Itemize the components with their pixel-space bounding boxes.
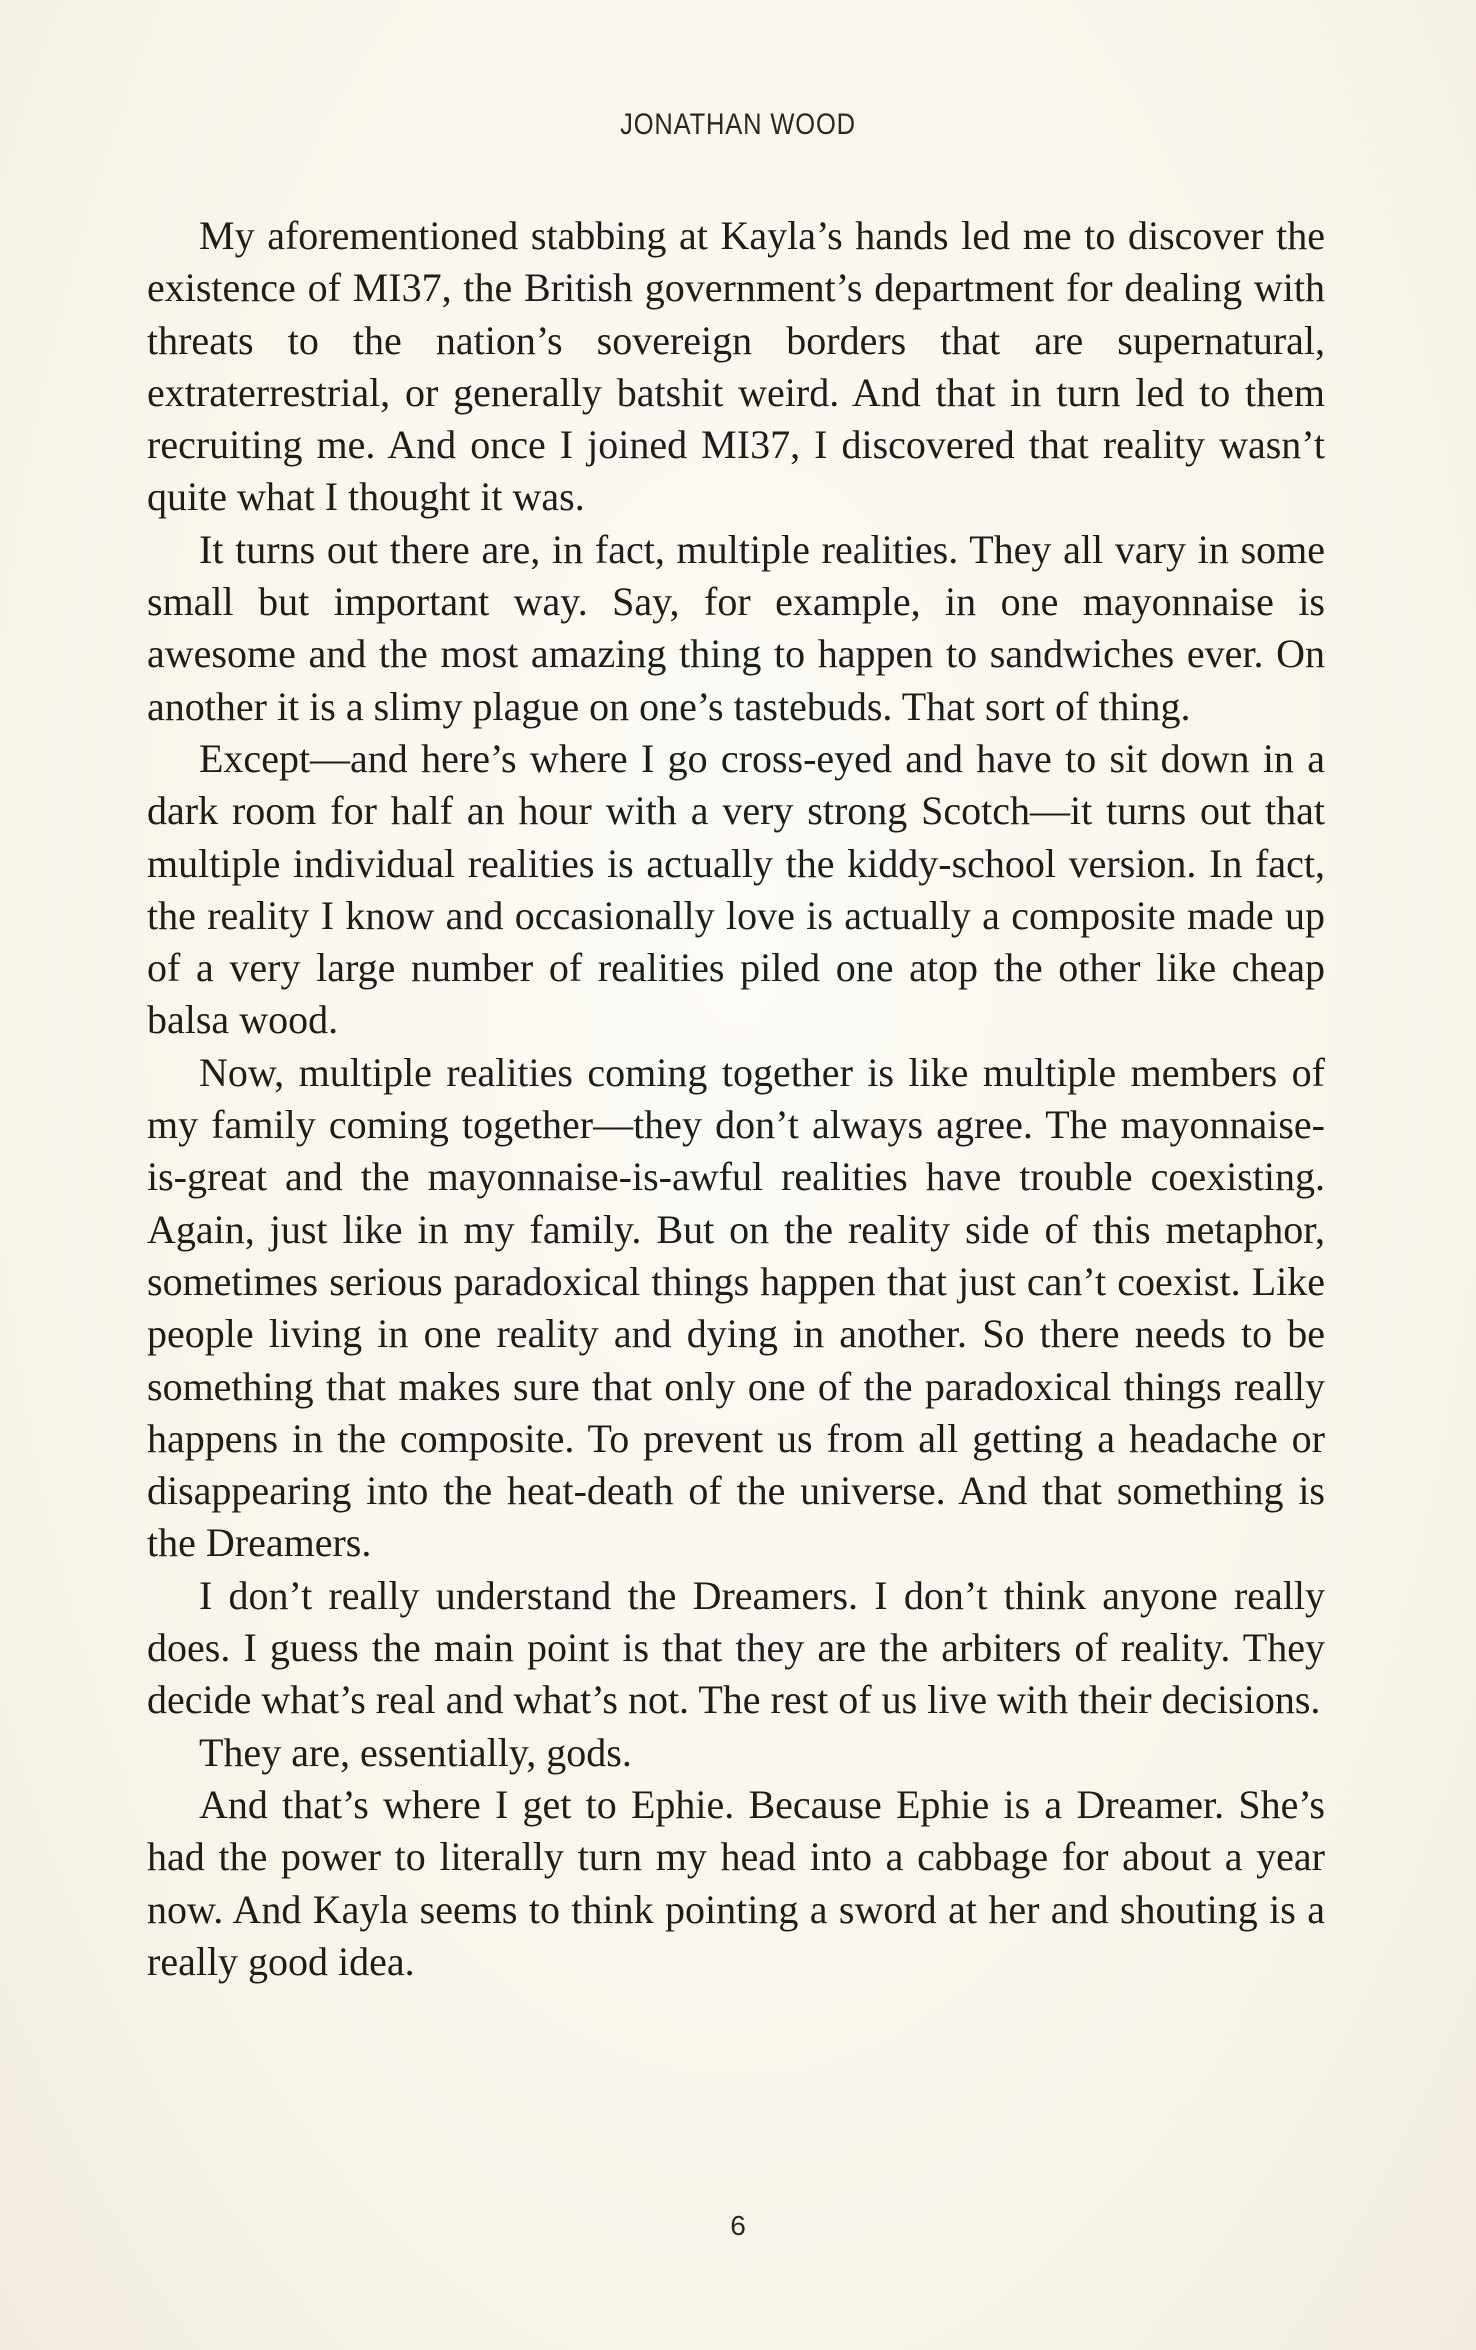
body-text xyxy=(147,210,1325,1988)
paragraph: My aforementioned stabbing at Kayla’s hands led me to discover the existence of MI37, the British government’s department for dealing with threats to the nation’s sovereign borders that are supernatural, extraterrestrial, or generally batshit weird. And that in turn led to them recruiting me. And once I joined MI37, I discovered that reality wasn’t quite what I thought it was. xyxy=(147,213,1325,520)
running-head: JONATHAN WOOD xyxy=(620,108,856,141)
page-number: 6 xyxy=(730,2210,746,2241)
paragraph: I don’t really understand the Dreamers. I don’t think anyone really does. I guess the main point is that they are the arbiters of reality. They decide what’s real and what’s not. The rest of us live with their decisions. xyxy=(147,1572,1325,1723)
paragraph: Except—and here’s where I go cross-eyed and have to sit down in a dark room for half an hour with a very strong Scotch—it turns out that multiple individual realities is actually the kiddy-school version. In fact, the reality I know and occasionally love is actually a composite made up of a very large number of realities piled one atop the other like cheap balsa wood. xyxy=(147,735,1325,1043)
paragraph: They are, essentially, gods. xyxy=(199,1729,632,1775)
paragraph: It turns out there are, in fact, multiple realities. They all vary in some small but important way. Say, for example, in one mayonnaise is awesome and the most amazing thing to happen to sandwiches ever. On another it is a slimy plague on one’s tastebuds. That sort of thing. xyxy=(147,526,1325,729)
paragraph: Now, multiple realities coming together is like multiple members of my family coming together—they don’t always agree. The mayonnaise-is-great and the mayonnaise-is-awful realities have trouble coexisting. Again, just like in my family. But on the reality side of this metaphor, sometimes serious paradoxical things happen that just can’t coexist. Like people living in one reality and dying in another. So there needs to be something that makes sure that only one of the paradoxical things really happens in the composite. To prevent us from all getting a headache or disappearing into the heat-death of the universe. And that something is the Dreamers. xyxy=(147,1049,1325,1566)
paragraph: And that’s where I get to Ephie. Because Ephie is a Dreamer. She’s had the power to literally turn my head into a cabbage for about a year now. And Kayla seems to think pointing a sword at her and shouting is a really good idea. xyxy=(147,1781,1325,1984)
